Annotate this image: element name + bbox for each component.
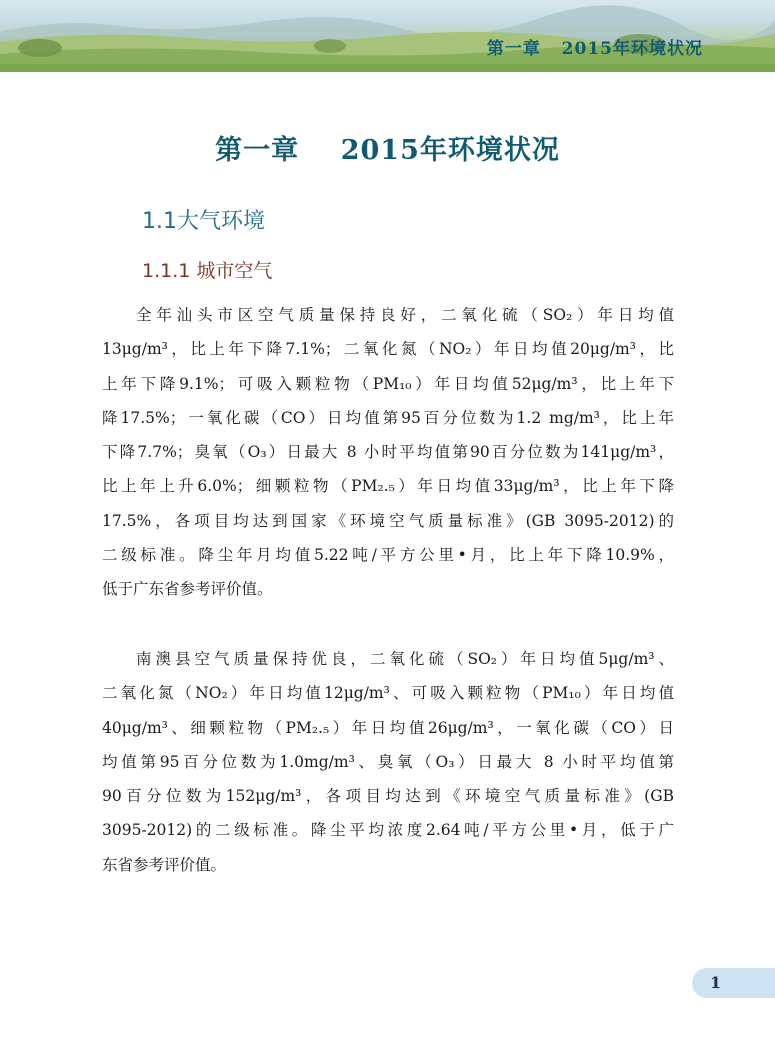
subsection-title: 1.1.1 城市空气 [142, 260, 273, 282]
page-number-tab [692, 968, 775, 998]
text-line: 3095-2012)的二级标准。降尘平均浓度2.64吨/平方公里•月，低于广 [102, 821, 674, 840]
section-title: 1.1大气环境 [142, 209, 265, 234]
text-line: 下降7.7%；臭氧（O₃）日最大 8 小时平均值第90百分位数为141μg/m³， [102, 443, 674, 462]
text-line: 二级标准。降尘年月均值5.22吨/平方公里•月，比上年下降10.9%， [102, 546, 674, 565]
page-number: 1 [710, 973, 722, 992]
text-line: 降17.5%；一氧化碳（CO）日均值第95百分位数为1.2 mg/m³，比上年 [102, 408, 674, 427]
text-line: 比上年上升6.0%；细颗粒物（PM₂.₅）年日均值33μg/m³，比上年下降 [102, 477, 674, 496]
text-line: 90百分位数为152μg/m³，各项目均达到《环境空气质量标准》(GB [102, 787, 674, 806]
text-line: 全年汕头市区空气质量保持良好，二氧化硫（SO₂）年日均值 [136, 306, 674, 324]
running-header-title: 第一章 2015年环境状况 [486, 39, 703, 59]
header-banner [0, 0, 775, 72]
paragraph-shantou [102, 298, 674, 607]
text-line: 东省参考评价值。 [102, 855, 227, 874]
text-line: 低于广东省参考评价值。 [102, 580, 273, 599]
text-line: 均值第95百分位数为1.0mg/m³、臭氧（O₃）日最大 8 小时平均值第 [102, 752, 674, 771]
text-line: 17.5%，各项目均达到国家《环境空气质量标准》(GB 3095-2012)的 [102, 511, 674, 530]
paragraph-nanao [102, 642, 674, 882]
text-line: 40μg/m³、细颗粒物（PM₂.₅）年日均值26μg/m³，一氧化碳（CO）日 [102, 718, 674, 737]
text-line: 南澳县空气质量保持优良，二氧化硫（SO₂）年日均值5μg/m³、 [136, 650, 674, 668]
text-line: 13μg/m³，比上年下降7.1%；二氧化氮（NO₂）年日均值20μg/m³，比 [102, 340, 674, 359]
chapter-title: 第一章 2015年环境状况 [215, 135, 560, 166]
text-line: 二氧化氮（NO₂）年日均值12μg/m³、可吸入颗粒物（PM₁₀）年日均值 [102, 684, 674, 703]
text-line: 上年下降9.1%；可吸入颗粒物（PM₁₀）年日均值52μg/m³，比上年下 [102, 374, 674, 393]
